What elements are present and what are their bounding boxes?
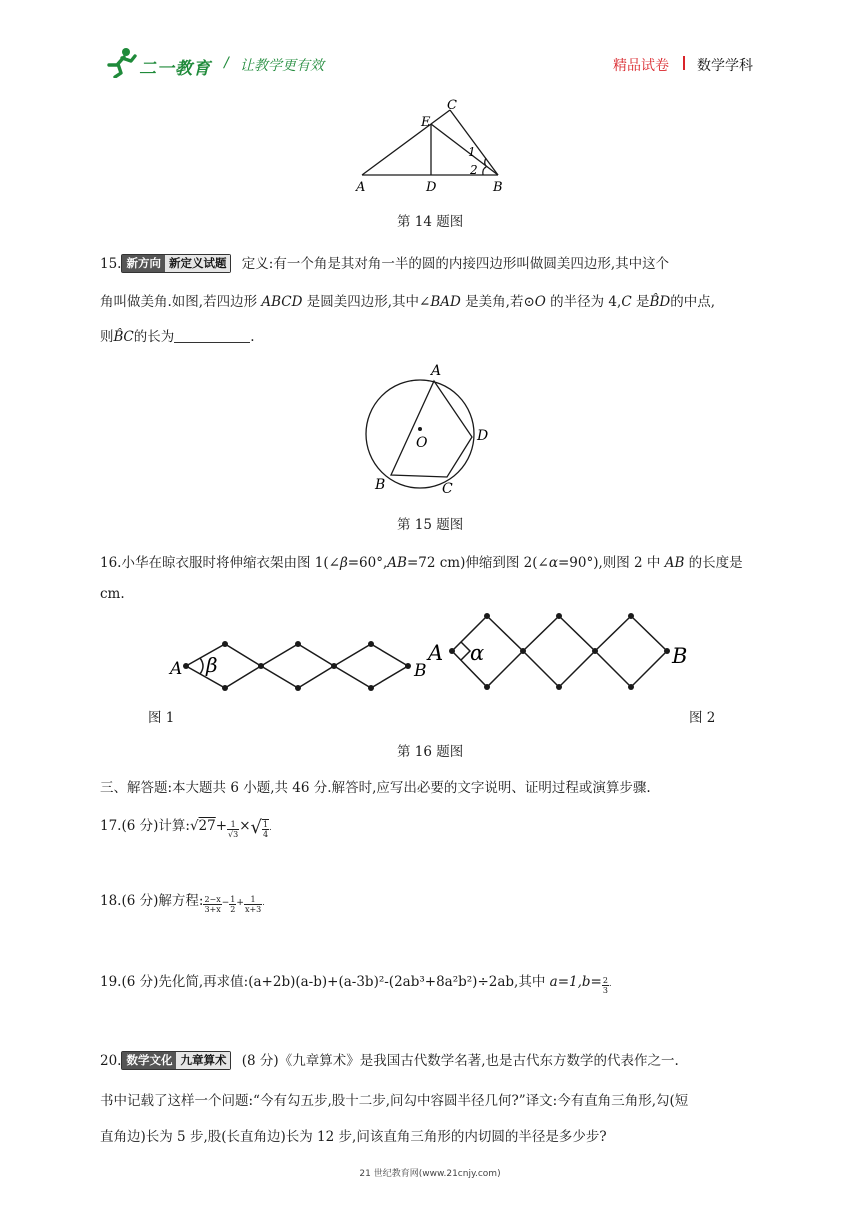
q17-root-den: 4 (263, 830, 269, 839)
q20-tag-b: 九章算术 (176, 1052, 230, 1069)
fig16-caption: 第 16 题图 (397, 744, 464, 760)
q15-line2 (100, 290, 715, 310)
figure-15 (355, 355, 505, 500)
q19-end: . (608, 979, 612, 988)
q15-number: 15. (100, 256, 122, 272)
q17-prefix: 17.(6 分)计算: (100, 818, 190, 834)
center-o-dot (418, 427, 422, 431)
q18-frac-1-den: 3+x (204, 905, 221, 914)
quadrilateral-abcd (391, 381, 472, 477)
angle-2-arc (483, 167, 486, 175)
fig14-label-e: E (421, 115, 431, 130)
header (0, 0, 860, 90)
q18-plus: + (236, 898, 244, 908)
page-footer: 21 世纪教育网(www.21cnjy.com) (359, 1169, 501, 1179)
fig15-label-d: D (477, 428, 489, 444)
logo-text: 二一教育 (139, 59, 211, 79)
q18-frac-2-den: 2 (230, 905, 236, 914)
q16-text-1c: =72 cm)伸缩到图 2(∠ (406, 555, 549, 571)
q19-frac-num: 2 (602, 976, 608, 985)
q20-number: 20. (100, 1053, 122, 1069)
slogan-separator: / (224, 55, 229, 71)
q15-tag (121, 254, 231, 273)
q17-root-num: 1 (263, 820, 269, 829)
fig15-label-o: O (416, 435, 428, 451)
fig16-label-a2: A (428, 641, 444, 665)
q15-text-3a: 则 (100, 329, 114, 345)
q15-text-1: 定义:有一个角是其对角一半的圆的内接四边形叫做圆美四边形,其中这个 (241, 256, 670, 272)
fig16-label-b1: B (414, 661, 427, 681)
q20-line3: 直角边)长为 5 步,股(长直角边)长为 12 步,问该直角三角形的内切圆的半径是多少步? (100, 1129, 607, 1145)
q18-end: . (262, 898, 265, 907)
fig15-caption: 第 15 题图 (397, 517, 464, 533)
segment-eb (431, 124, 498, 175)
fig15-label-a: A (431, 363, 442, 379)
fig16-hanger-2 (452, 616, 667, 687)
q16-line2: cm. (100, 586, 125, 602)
q19-line (100, 970, 611, 995)
q20-line1 (100, 1049, 679, 1070)
header-divider (683, 56, 685, 70)
section-3-heading: 三、解答题:本大题共 6 小题,共 46 分.解答时,应写出必要的文字说明、证明过程或演算步骤. (100, 780, 651, 796)
q19-prefix: 19.(6 分)先化简,再求值: (100, 974, 249, 990)
figure-16 (160, 600, 720, 700)
fig16-label-fig2: 图 2 (689, 710, 716, 726)
q17-end: . (269, 823, 272, 832)
fig14-caption: 第 14 题图 (397, 214, 464, 230)
fig15-label-b: B (375, 477, 386, 493)
q16-text-1e: 的长度是 (684, 555, 743, 571)
logo-runner-icon (104, 46, 138, 78)
q16-beta: β (339, 555, 348, 571)
q15-line3 (100, 325, 255, 345)
q17-frac-den: √3 (228, 830, 239, 839)
q18-minus: − (221, 898, 230, 908)
segment-ae (362, 124, 431, 175)
q15-arc-bc: B̂C (113, 329, 134, 345)
fig16-label-a1: A (170, 659, 183, 679)
q18-frac-2-num: 1 (230, 895, 236, 904)
q15-text-3c: . (250, 329, 255, 345)
q15-text-2e: 是美角,若⊙ (460, 294, 535, 310)
q19-values: a=1,b= (549, 974, 602, 990)
q18-frac-3-den: x+3 (244, 905, 262, 914)
q18-prefix: 18.(6 分)解方程: (100, 893, 204, 909)
q15-text-2h: C (621, 294, 632, 310)
fig14-label-d: D (426, 180, 437, 195)
q20-tag-a: 数学文化 (122, 1052, 176, 1069)
q19-frac (602, 976, 609, 995)
q15-text-2b: ABCD (261, 294, 303, 310)
q18-line (100, 889, 265, 914)
q19-expression: (a+2b)(a-b)+(a-3b)²-(2ab³+8a²b²)÷2ab (248, 974, 515, 990)
q17-times: × (239, 818, 251, 834)
q15-text-2d: BAD (430, 294, 461, 310)
q15-text-2a: 角叫做美角.如图,若四边形 (100, 294, 262, 310)
q18-frac-1 (203, 895, 221, 914)
q15-line1 (100, 252, 669, 273)
q18-frac-1-num: 2−x (204, 895, 221, 904)
q19-where: ,其中 (514, 974, 550, 990)
q15-text-3b: 的长为 (133, 329, 175, 345)
q17-radicand: 27 (198, 818, 216, 834)
q15-answer-blank (174, 330, 250, 343)
fig15-label-c: C (442, 481, 453, 497)
q20-text-1: (8 分)《九章算术》是我国古代数学名著,也是古代东方数学的代表作之一. (241, 1053, 679, 1069)
fig14-label-a: A (356, 180, 366, 195)
header-badge-left: 精品试卷 (613, 58, 669, 74)
q15-tag-b: 新定义试题 (165, 255, 231, 272)
q15-tag-a: 新方向 (122, 255, 165, 272)
fig16-label-alpha: α (470, 641, 485, 665)
q15-arc-bd: B̂D (649, 294, 671, 310)
header-slogan: 让教学更有效 (240, 58, 324, 74)
q15-text-2f: O (534, 294, 546, 310)
fig14-label-b: B (493, 180, 503, 195)
q16-alpha: α (548, 555, 558, 571)
q17-plus: + (215, 818, 228, 834)
q15-text-2i: 是 (631, 294, 650, 310)
q17-sqrt-27: √27 (189, 818, 216, 834)
fig16-label-fig1: 图 1 (148, 710, 175, 726)
q18-frac-3-num: 1 (244, 895, 262, 905)
fig16-label-beta: β (206, 653, 218, 677)
q16-line1 (100, 551, 743, 571)
q17-frac (227, 820, 239, 839)
q16-ab: AB (387, 555, 407, 571)
header-badge-right: 数学学科 (697, 58, 753, 74)
fig14-label-c: C (447, 98, 457, 113)
q20-tag (121, 1051, 231, 1070)
fig14-label-1: 1 (468, 145, 476, 159)
q17-line (100, 814, 272, 839)
fig16-label-b2: B (672, 644, 688, 668)
q18-frac-3 (244, 895, 262, 914)
q16-text-1a: 16.小华在晾衣服时将伸缩衣架由图 1(∠ (100, 555, 340, 571)
q16-text-1d: =90°),则图 2 中 (557, 555, 665, 571)
q19-frac-den: 3 (602, 986, 608, 995)
q20-line2: 书中记载了这样一个问题:“今有勾五步,股十二步,问勾中容圆半径几何?”译文:今有直角三角形,勾(短 (100, 1093, 689, 1109)
q17-sqrt-sign: √ (250, 817, 263, 838)
fig14-label-2: 2 (470, 163, 478, 177)
figure-14 (350, 96, 520, 198)
fig16-hanger-1 (186, 644, 408, 688)
q15-text-2g: 的半径为 4, (545, 294, 622, 310)
circle-o (366, 380, 474, 488)
q16-text-1b: =60°, (347, 555, 388, 571)
q15-text-2c: 是圆美四边形,其中∠ (302, 294, 431, 310)
q17-frac-num: 1 (227, 820, 239, 830)
q16-ab-2: AB (664, 555, 685, 571)
q15-text-2j: 的中点, (670, 294, 715, 310)
